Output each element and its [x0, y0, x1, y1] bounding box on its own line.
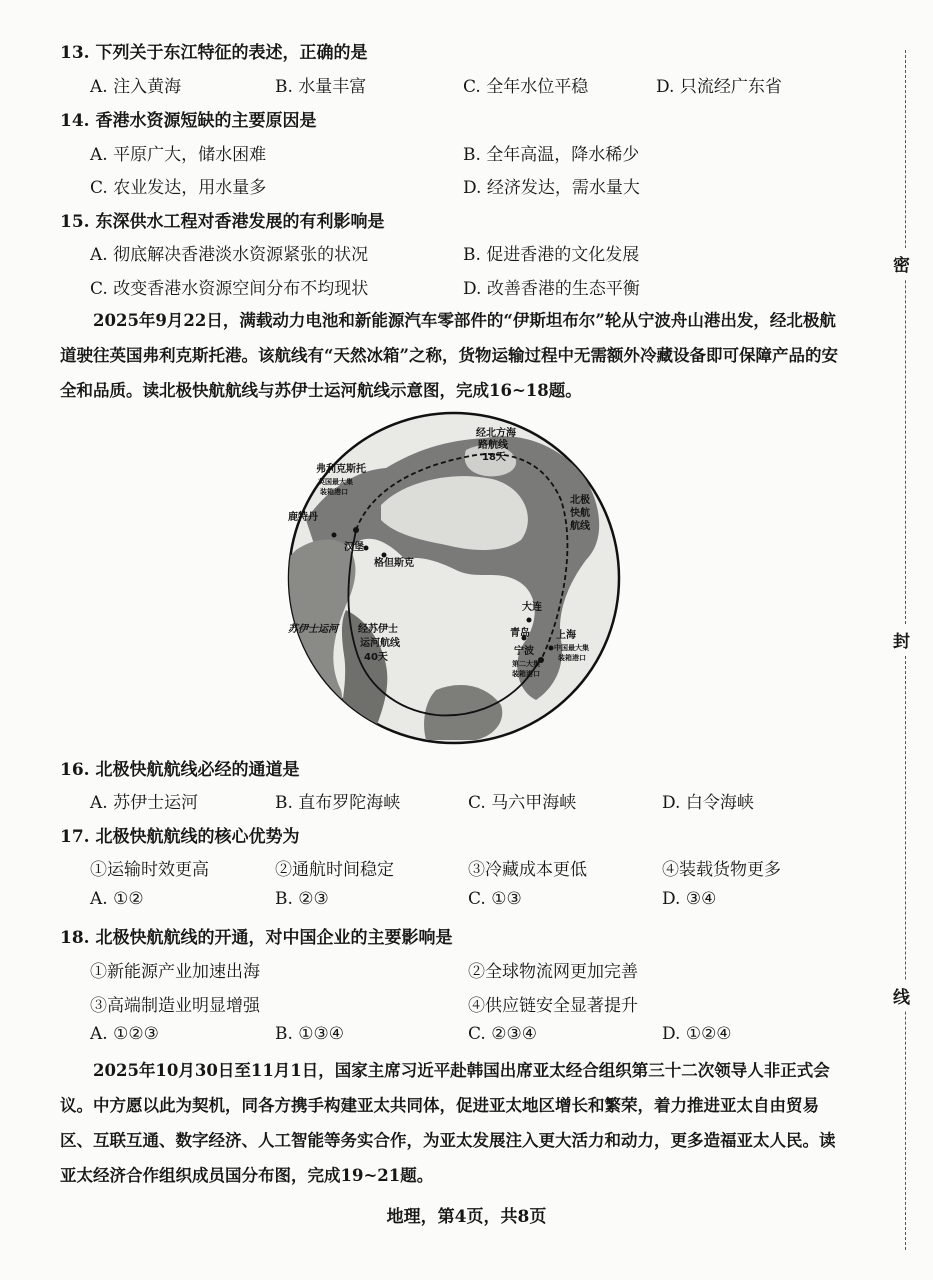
page-footer: 地理，第4页，共8页 [386, 1207, 547, 1227]
map-label-suez-time2: 运河航线 [360, 638, 400, 649]
passage-arctic-route-text: 2025年9月22日，满载动力电池和新能源汽车零部件的“伊斯坦布尔”轮从宁波舟山港出发，经北极航道驶往英国弗利克斯托港。该航线有“天然冰箱”之称，货物运输过程中无需额外冷藏设备即可保障产品的安全和品质。读北极快航航线与苏伊士运河航线示意图，完成16~18题。 [60, 311, 838, 400]
question-15-stem: 15. 东深供水工程对香港发展的有利影响是 [60, 212, 385, 232]
question-16-option-d: D. 白令海峡 [662, 793, 754, 813]
question-15-option-a: A. 彻底解决香港淡水资源紧张的状况 [90, 245, 369, 265]
dalian-dot [527, 618, 532, 623]
map-label-arctic-time3: 18天 [482, 452, 506, 463]
felixstowe-dot [353, 527, 359, 533]
map-label-felixstowe: 弗利克斯托 [316, 464, 366, 475]
gdansk-dot [382, 553, 387, 558]
question-14-option-d: D. 经济发达，需水量大 [463, 178, 640, 198]
question-15-option-d: D. 改善香港的生态平衡 [463, 279, 640, 299]
question-16-stem: 16. 北极快航航线必经的通道是 [60, 760, 300, 780]
question-14-stem: 14. 香港水资源短缺的主要原因是 [60, 111, 317, 131]
question-13-option-a: A. 注入黄海 [90, 77, 182, 97]
question-16-option-c: C. 马六甲海峡 [468, 793, 577, 813]
question-15-option-c: C. 改变香港水资源空间分布不均现状 [90, 279, 369, 299]
question-18-option-b: B. ①③④ [275, 1024, 345, 1044]
binding-char-seal: 密 [893, 248, 910, 279]
rotterdam-dot [332, 533, 337, 538]
question-18-option-d: D. ①②④ [662, 1024, 732, 1044]
question-18-item-4: ④供应链安全显著提升 [468, 996, 638, 1016]
shanghai-dot [549, 646, 554, 651]
map-label-arctic-time1: 经北方海 [476, 428, 516, 439]
map-label-shanghai-desc2: 装箱港口 [558, 654, 586, 662]
question-16-option-a: A. 苏伊士运河 [90, 793, 199, 813]
question-17-item-3: ③冷藏成本更低 [468, 860, 587, 880]
question-17-item-4: ④装载货物更多 [662, 860, 781, 880]
map-label-suez-time3: 40天 [364, 652, 388, 663]
map-label-arctic-name2: 快航 [570, 508, 590, 519]
passage-apec-text: 2025年10月30日至11月1日，国家主席习近平赴韩国出席亚太经合组织第三十二次领导人非正式会议。中方愿以此为契机，同各方携手构建亚太共同体，促进亚太地区增长和繁荣，着力推进亚太自由贸易区、互联互通、数字经济、人工智能等务实合作，为亚太发展注入更大活力和动力，更多造福亚太人民。读亚太经济合作组织成员国分布图，完成19~21题。 [60, 1061, 836, 1185]
question-18-option-c: C. ②③④ [468, 1024, 537, 1044]
map-label-ningbo-desc2: 装箱港口 [512, 670, 540, 678]
question-14-option-a: A. 平原广大，储水困难 [90, 145, 267, 165]
question-13-option-d: D. 只流经广东省 [656, 77, 782, 97]
binding-char-line: 线 [893, 980, 910, 1011]
map-label-ningbo-desc1: 第二大集 [512, 660, 540, 668]
question-14-option-b: B. 全年高温，降水稀少 [463, 145, 640, 165]
map-label-arctic-time2: 路航线 [478, 440, 508, 451]
question-13-option-c: C. 全年水位平稳 [463, 77, 589, 97]
question-17-option-c: C. ①③ [468, 889, 522, 909]
map-label-shanghai-desc1: 中国最大集 [554, 644, 589, 652]
question-17-item-1: ①运输时效更高 [90, 860, 209, 880]
question-18-item-3: ③高端制造业明显增强 [90, 996, 260, 1016]
map-label-felixstowe-desc2: 装箱港口 [320, 488, 348, 496]
question-14-option-c: C. 农业发达，用水量多 [90, 178, 267, 198]
map-label-suez: 苏伊士运河 [288, 624, 338, 635]
question-13-stem: 13. 下列关于东江特征的表述，正确的是 [60, 43, 368, 63]
question-18-item-1: ①新能源产业加速出海 [90, 962, 260, 982]
question-15-option-b: B. 促进香港的文化发展 [463, 245, 640, 265]
question-18-option-a: A. ①②③ [90, 1024, 159, 1044]
map-label-felixstowe-desc1: 英国最大集 [318, 478, 353, 486]
map-label-gdansk: 格但斯克 [374, 558, 414, 569]
passage-arctic-route [60, 303, 846, 408]
passage-apec [60, 1053, 846, 1193]
binding-char-close: 封 [893, 624, 910, 655]
arctic-route-map [286, 410, 622, 746]
map-label-arctic-name1: 北极 [570, 495, 590, 506]
question-18-item-2: ②全球物流网更加完善 [468, 962, 638, 982]
map-label-suez-time1: 经苏伊士 [358, 624, 398, 635]
question-17-option-a: A. ①② [90, 889, 144, 909]
question-17-option-b: B. ②③ [275, 889, 329, 909]
question-16-option-b: B. 直布罗陀海峡 [275, 793, 401, 813]
map-label-shanghai: 上海 [556, 630, 576, 641]
map-label-qingdao: 青岛 [510, 628, 530, 639]
map-label-arctic-name3: 航线 [570, 521, 590, 532]
hamburg-dot [364, 546, 369, 551]
question-13-option-b: B. 水量丰富 [275, 77, 367, 97]
map-label-hamburg: 汉堡 [344, 542, 364, 553]
map-label-ningbo: 宁波 [514, 646, 534, 657]
question-17-item-2: ②通航时间稳定 [275, 860, 394, 880]
question-17-option-d: D. ③④ [662, 889, 717, 909]
question-17-stem: 17. 北极快航航线的核心优势为 [60, 827, 300, 847]
arctic-map-svg [286, 410, 622, 746]
map-label-dalian: 大连 [522, 602, 542, 613]
question-18-stem: 18. 北极快航航线的开通，对中国企业的主要影响是 [60, 928, 453, 948]
map-label-rotterdam: 鹿特丹 [288, 512, 318, 523]
